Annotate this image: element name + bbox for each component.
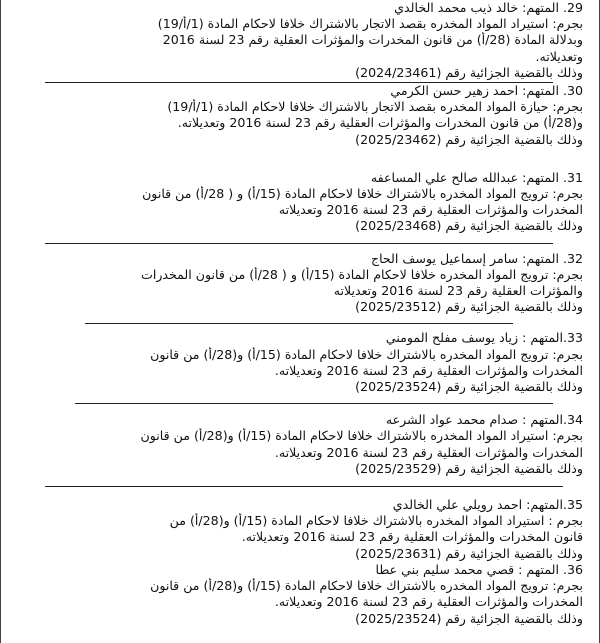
entry-heading: 31. المتهم: عبدالله صالح علي المساعفه — [370, 169, 583, 185]
entry-case-number: وذلك بالقضية الجزائية رقم (2025/23524) — [355, 610, 583, 626]
entry-charge: بجرم: حيازة المواد المخدره بقصد الاتجار بالاشتراك خلافا لاحكام المادة (1/أ/19) — [167, 99, 583, 115]
entry-charge: بجرم: ترويج المواد المخدره بالاشتراك خلافا لاحكام المادة (15/أ) و(28/أ) من قانون — [150, 346, 583, 362]
document-body — [1, 0, 599, 627]
entry-charge: المخدرات والمؤثرات العقلية رقم 23 لسنة 2016 وتعديلاته. — [274, 444, 583, 460]
defendant-entry-35 — [15, 497, 583, 562]
defendant-entry-34 — [15, 412, 583, 477]
entry-heading: 33.المتهم : زياد يوسف مفلح المومني — [385, 330, 583, 346]
entry-heading: 30. المتهم: احمد زهير حسن الكرمي — [390, 83, 583, 99]
divider — [45, 243, 553, 244]
entry-charge: قانون المخدرات والمؤثرات العقلية رقم 23 لسنة 2016 وتعديلاته. — [241, 529, 583, 545]
entry-charge: و(28/أ) من قانون المخدرات والمؤثرات العقلية رقم 23 لسنة 2016 وتعديلاته. — [177, 115, 583, 131]
entry-charge: بجرم: ترويج المواد المخدره بالاشتراك خلافا لاحكام المادة (15/أ) و ( 28/أ) من قانون — [142, 186, 583, 202]
entry-charge: بجرم: استيراد المواد المخدره بالاشتراك خلافا لاحكام المادة (15/أ) و(28/أ) من قانون — [140, 428, 583, 444]
entry-case-number: وذلك بالقضية الجزائية رقم (2025/23468) — [355, 218, 583, 234]
defendant-entry-29 — [15, 0, 583, 81]
entry-case-number: وذلك بالقضية الجزائية رقم (2025/23512) — [355, 299, 583, 315]
entry-case-number: وذلك بالقضية الجزائية رقم (2025/23631) — [355, 545, 583, 561]
entry-heading: 36. المتهم : قصي محمد سليم بني عطا — [375, 561, 583, 577]
entry-charge: بجرم: ترويج المواد المخدره بالاشتراك خلافا لاحكام المادة (15/أ) و(28/أ) من قانون — [150, 578, 583, 594]
entry-charge: بجرم : استيراد المواد المخدره بالاشتراك خلافا لاحكام المادة (15/أ) و(28/أ) من — [169, 513, 583, 529]
divider — [45, 486, 563, 487]
divider — [75, 403, 553, 404]
defendant-entry-33 — [15, 330, 583, 395]
entry-case-number: وذلك بالقضية الجزائية رقم (2025/23524) — [355, 379, 583, 395]
entry-charge: المخدرات والمؤثرات العقلية رقم 23 لسنة 2016 وتعديلاته — [278, 202, 583, 218]
entry-case-number: وذلك بالقضية الجزائية رقم (2025/23462) — [355, 131, 583, 147]
defendant-entry-32 — [15, 251, 583, 316]
entry-charge: بجرم: استيراد المواد المخدره بقصد الاتجار بالاشتراك خلافا لاحكام المادة (1/أ/19) — [157, 16, 583, 32]
entry-case-number: وذلك بالقضية الجزائية رقم (2025/23529) — [355, 460, 583, 476]
entry-charge: بجرم: ترويج المواد المخدره خلافا لاحكام المادة (15/أ) و ( 28/أ) من قانون المخدرات — [140, 266, 583, 282]
divider — [85, 323, 513, 324]
defendant-entry-31 — [15, 170, 583, 235]
entry-charge: المخدرات والمؤثرات العقلية رقم 23 لسنة 2016 وتعديلاته. — [274, 594, 583, 610]
defendant-entry-36 — [15, 562, 583, 627]
entry-heading: 34.المتهم : صدام محمد عواد الشرعه — [385, 412, 583, 428]
entry-heading: 35.المتهم: احمد رويلي علي الخالدي — [392, 497, 583, 513]
defendant-entry-30 — [15, 83, 583, 148]
entry-charge: والمؤثرات العقلية رقم 23 لسنة 2016 وتعديلاته — [333, 283, 583, 299]
entry-charge: وبدلالة المادة (28/أ) من قانون المخدرات والمؤثرات العقلية رقم 23 لسنة 2016 — [162, 32, 583, 48]
entry-charge: وتعديلاته. — [535, 48, 583, 64]
entry-heading: 29. المتهم: خالد ذيب محمد الخالدي — [394, 0, 583, 15]
entry-heading: 32. المتهم: سامر إسماعيل يوسف الحاج — [370, 250, 583, 266]
entry-case-number: وذلك بالقضية الجزائية رقم (2024/23461) — [355, 64, 583, 80]
entry-charge: المخدرات والمؤثرات العقلية رقم 23 لسنة 2016 وتعديلاته. — [274, 362, 583, 378]
